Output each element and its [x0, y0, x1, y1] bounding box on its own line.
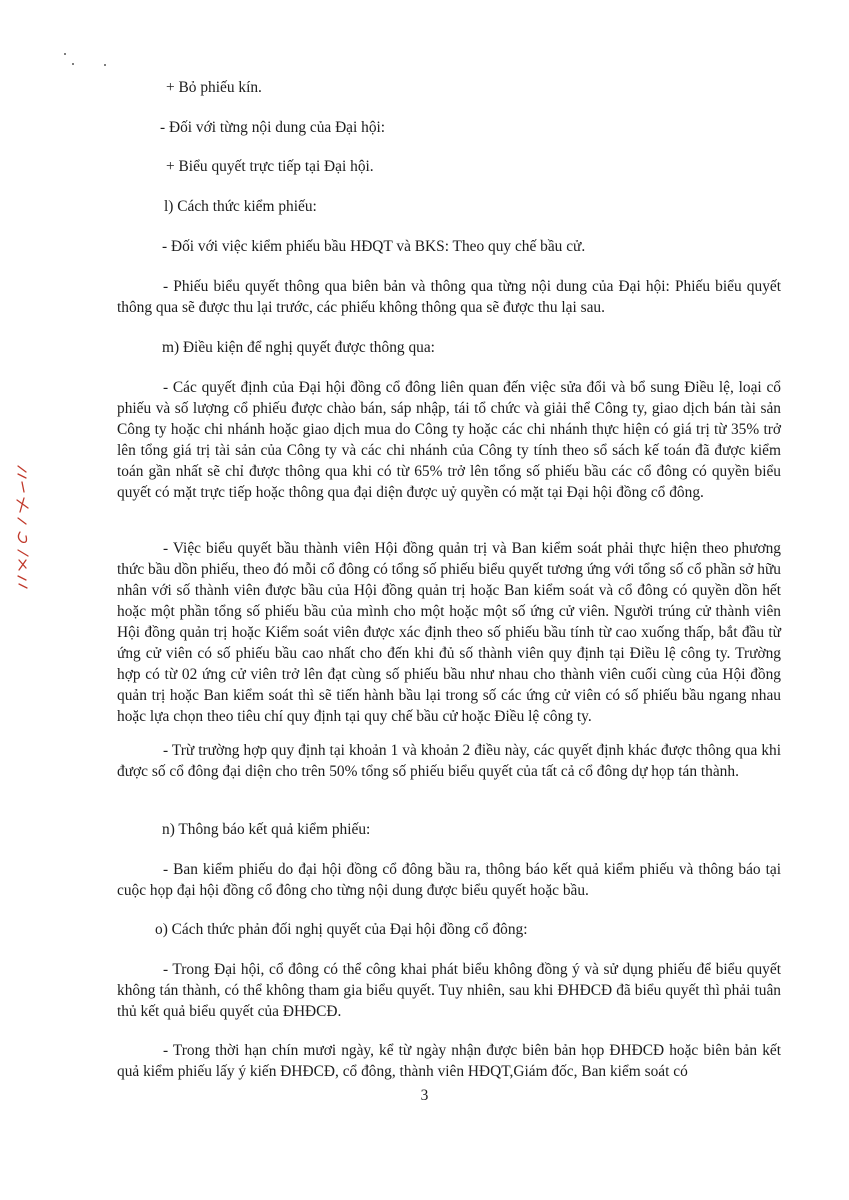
- handwritten-margin-mark-icon: [4, 462, 44, 592]
- paragraph-trong-thoi-han: - Trong thời hạn chín mươi ngày, kể từ ngày nhận được biên bản họp ĐHĐCĐ hoặc biên bản kết quả kiểm phiếu lấy ý kiến ĐHĐCĐ, cổ đông, thành viên HĐQT,Giám đốc, Ban kiểm soát có: [117, 1042, 781, 1080]
- heading-cach-thuc-phan-doi: o) Cách thức phản đối nghị quyết của Đại hội đồng cổ đông:: [155, 921, 528, 938]
- heading-thong-bao-ket-qua: n) Thông báo kết quả kiểm phiếu:: [162, 821, 371, 838]
- heading-cach-thuc-kiem-phieu: l) Cách thức kiểm phiếu:: [164, 198, 317, 215]
- scan-speck: [104, 64, 106, 66]
- paragraph-bo-phieu-kin: + Bỏ phiếu kín.: [166, 79, 262, 96]
- paragraph-trong-dai-hoi: - Trong Đại hội, cổ đông có thể công khai phát biểu không đồng ý và sử dụng phiếu để biểu quyết không tán thành, có thể không tham gia biểu quyết. Tuy nhiên, sau khi ĐHĐCĐ đã biểu quyết thì phải tuân thủ kết quả biểu quyết của ĐHĐCĐ.: [117, 961, 781, 1020]
- paragraph-tru-truong-hop: - Trừ trường hợp quy định tại khoản 1 và khoản 2 điều này, các quyết định khác được thông qua khi được số cổ đông đại diện cho trên 50% tổng số phiếu biểu quyết của tất cả cổ đông dự họp tán thành.: [117, 742, 781, 780]
- paragraph-ban-kiem-phieu: - Ban kiểm phiếu do đại hội đồng cổ đông bầu ra, thông báo kết quả kiểm phiếu và thông báo tại cuộc họp đại hội đồng cổ đông cho từng nội dung được biểu quyết hoặc bầu.: [117, 861, 781, 899]
- paragraph-phieu-bieu-quyet: - Phiếu biểu quyết thông qua biên bản và thông qua từng nội dung của Đại hội: Phiếu biểu quyết thông qua sẽ được thu lại trước, các phiếu không thông qua sẽ được thu lại sau.: [117, 278, 781, 316]
- scan-speck: [72, 63, 74, 65]
- paragraph-kiem-phieu-hdqt-bks: - Đối với việc kiểm phiếu bầu HĐQT và BKS: Theo quy chế bầu cử.: [162, 238, 586, 255]
- paragraph-bieu-quyet-truc-tiep: + Biểu quyết trực tiếp tại Đại hội.: [166, 158, 374, 175]
- paragraph-doi-voi-tung-noi-dung: - Đối với từng nội dung của Đại hội:: [160, 119, 386, 136]
- heading-dieu-kien-thong-qua: m) Điều kiện để nghị quyết được thông qua:: [162, 339, 435, 356]
- paragraph-cac-quyet-dinh: - Các quyết định của Đại hội đồng cổ đông liên quan đến việc sửa đổi và bổ sung Điều lệ, loại cổ phiếu và số lượng cổ phiếu được chào bán, sáp nhập, tái tổ chức và giải thể Công ty, giao dịch bán tài sản Công ty hoặc chi nhánh hoặc giao dịch mua do Công ty hoặc các chi nhánh thực hiện có giá trị từ 35% trở lên tổng giá trị tài sản của Công ty và các chi nhánh của Công ty tính theo sổ sách kế toán đã được kiểm toán gần nhất sẽ chỉ được thông qua khi có từ 65% trở lên tổng số phiếu bầu các cổ đông có quyền biểu quyết có mặt trực tiếp hoặc thông qua đại diện được uỷ quyền có mặt tại Đại hội đồng cổ đông.: [117, 379, 781, 501]
- scan-speck: [64, 53, 66, 55]
- page-number: 3: [420, 1087, 429, 1104]
- paragraph-bau-don-phieu: - Việc biểu quyết bầu thành viên Hội đồng quản trị và Ban kiểm soát phải thực hiện theo phương thức bầu dồn phiếu, theo đó mỗi cổ đông có tổng số phiếu biểu quyết tương ứng với tổng số cổ phần sở hữu nhân với số thành viên được bầu của Hội đồng quản trị hoặc Ban kiểm soát và cổ đông có quyền dồn hết hoặc một phần tổng số phiếu bầu của mình cho một hoặc một số ứng cử viên. Người trúng cử thành viên Hội đồng quản trị hoặc Kiểm soát viên được xác định theo số phiếu bầu tính từ cao xuống thấp, bắt đầu từ ứng cử viên có số phiếu bầu cao nhất cho đến khi đủ số thành viên quy định tại Điều lệ công ty. Trường hợp có từ 02 ứng cử viên trở lên đạt cùng số phiếu bầu như nhau cho thành viên cuối cùng của Hội đồng quản trị hoặc Ban kiểm soát thì sẽ tiến hành bầu lại trong số các ứng cử viên có số phiếu bầu ngang nhau hoặc lựa chọn theo tiêu chí quy định tại quy chế bầu cử hoặc Điều lệ công ty.: [117, 540, 781, 725]
